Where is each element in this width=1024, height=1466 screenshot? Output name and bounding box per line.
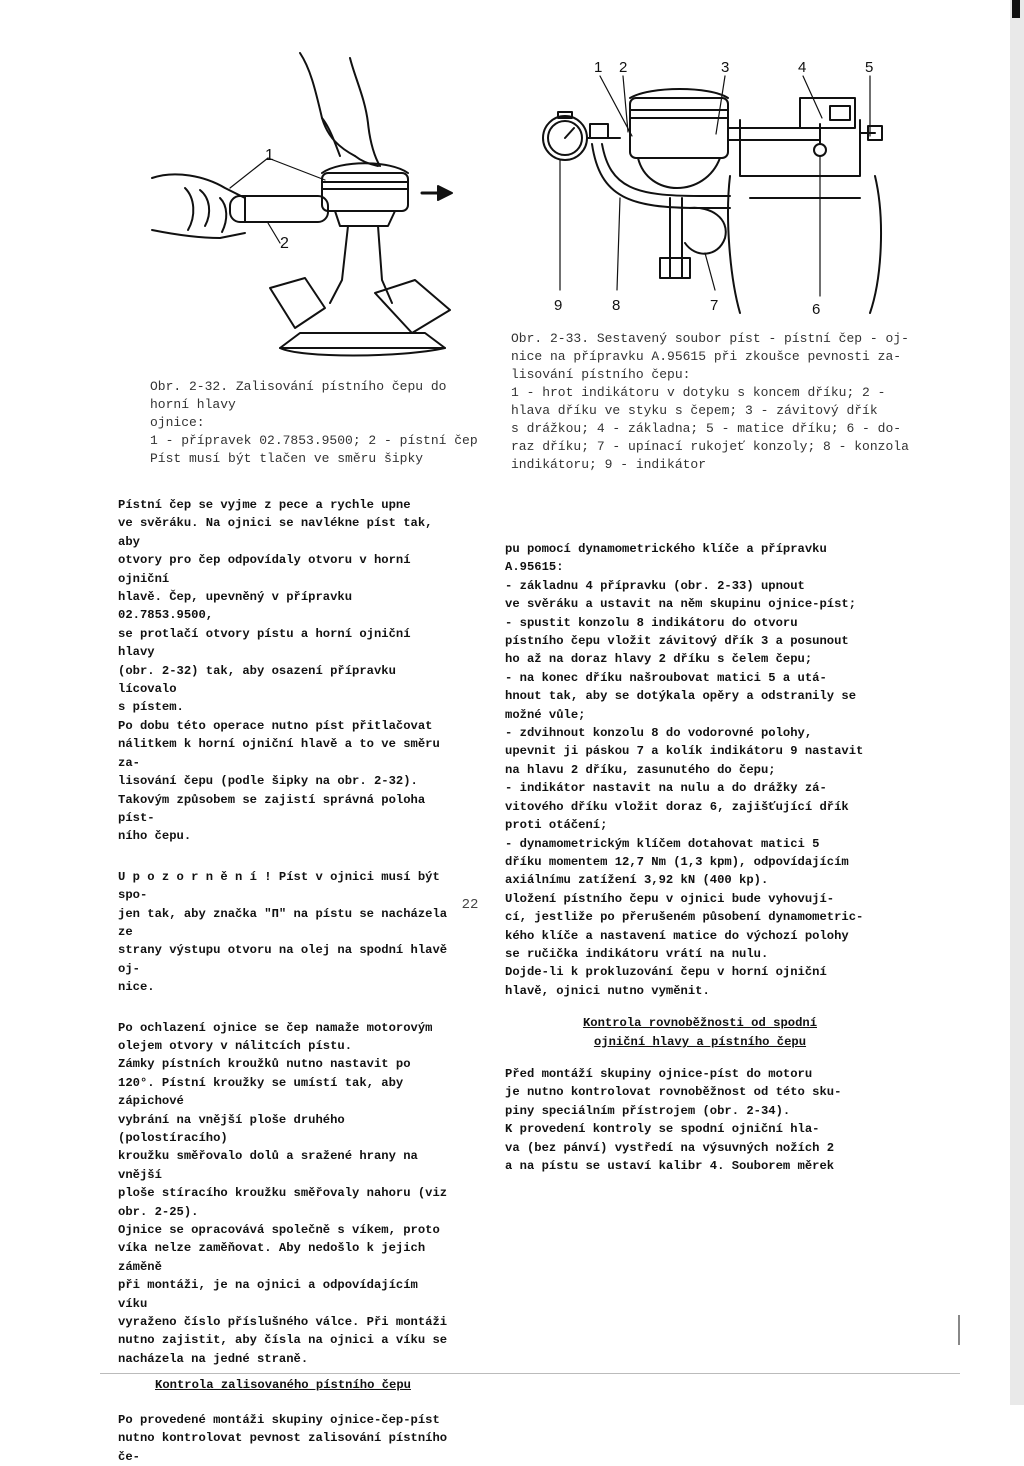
scan-speck <box>958 1315 960 1345</box>
caption-line: indikátoru; 9 - indikátor <box>511 457 707 472</box>
figure-piston-pin-press <box>150 48 470 368</box>
caption-line: 1 - hrot indikátoru v dotyku s koncem dříku; 2 - <box>511 385 886 400</box>
caption-line: Obr. 2-33. Sestavený soubor píst - pístní čep - oj- <box>511 331 909 346</box>
fig2-callout-9: 9 <box>554 297 563 314</box>
paragraph: Pístní čep se vyjme z pece a rychle upne ve svěráku. Na ojnici se navlékne píst tak, aby otvory pro čep odpovídaly otvoru v horní ojniční hlavě. Čep, upevněný v přípravku 02.7853.9500, se protlačí otvory pístu a horní ojniční hlavy (obr. 2-32) tak, aby osazení přípravku lícovalo s pístem. <box>118 498 433 715</box>
figure-test-fixture <box>520 58 900 320</box>
right-text-column <box>505 540 895 1175</box>
caption-line: s drážkou; 4 - základna; 5 - matice dříku; 6 - do- <box>511 421 902 436</box>
fig2-callout-3: 3 <box>721 59 730 76</box>
figure1-caption <box>150 378 480 468</box>
caption-line: ojnice: <box>150 415 205 430</box>
section-heading: ojniční hlavy a pístního čepu <box>593 1034 807 1049</box>
fig2-callout-1: 1 <box>594 59 603 76</box>
paragraph: Po provedené montáži skupiny ojnice-čep-píst nutno kontrolovat pevnost zalisování pístního če- <box>118 1412 448 1464</box>
bottom-scan-line <box>100 1373 960 1374</box>
procedure-list: - základnu 4 přípravku (obr. 2-33) upnout ve svěráku a ustavit na něm skupinu ojnice-píst; - spustit konzolu 8 indikátoru do otvoru pístního čepu vložit závitový dřík 3 a posunout ho až na doraz hlavy 2 dříku s čelem čepu; - na konec dříku našroubovat matici 5 a utá- hnout tak, aby se dotýkala opěry a odstranily se možné vůle; - zdvihnout konzolu 8 do vodorovné polohy, upevnit ji páskou 7 a kolík indikátoru 9 nastavit na hlavu 2 dříku, zasunutého do čepu; - indikátor nastavit na nulu a do drážky zá- vitového dříku vložit doraz 6, zajišťující dřík proti otáčení; - dynamometrickým klíčem dotahovat matici 5 dříku momentem 12,7 Nm (1,3 kpm), odpovídajícím axiálnímu zatížení 3,92 kN (400 kp). <box>505 578 864 888</box>
left-text-column <box>118 496 448 1466</box>
fig2-callout-5: 5 <box>865 59 874 76</box>
fig2-callout-6: 6 <box>812 301 821 318</box>
caption-line: raz dříku; 7 - upínací rukojeť konzoly; 8 - konzola <box>511 439 909 454</box>
caption-line: hlava dříku ve styku s čepem; 3 - závitový dřík <box>511 403 878 418</box>
caption-line: nice na přípravku A.95615 při zkoušce pevnosti za- <box>511 349 902 364</box>
page-number: 22 <box>461 897 479 913</box>
paragraph: Po dobu této operace nutno píst přitlačovat nálitkem k horní ojniční hlavě a to ve směru za- lisování čepu (podle šipky na obr. 2-32). Takovým způsobem se zajistí správná poloha píst- ního čepu. <box>118 718 440 844</box>
edge-mark <box>1012 0 1020 18</box>
paragraph: Uložení pístního čepu v ojnici bude vyhovují- cí, jestliže po přerušeném působení dynamometric- kého klíče a nastavení matice do výchozí polohy se ručička indikátoru vrátí na nulu. <box>505 891 864 961</box>
fig1-callout-2: 2 <box>280 235 289 252</box>
page-edge-shadow <box>1010 0 1024 1405</box>
fig2-callout-8: 8 <box>612 297 621 314</box>
paragraph: Ojnice se opracovává společně s víkem, proto víka nelze zaměňovat. Aby nedošlo k jejich záměně při montáži, je na ojnici a odpovídajícím víku vyraženo číslo příslušného válce. Při montáži nutno zajistit, aby čísla na ojnici a víku se nacházela na jedné straně. <box>118 1223 448 1366</box>
paragraph: Před montáží skupiny ojnice-píst do motoru je nutno kontrolovat rovnoběžnost od této sku- piny speciálním přístrojem (obr. 2-34). <box>505 1066 842 1118</box>
paragraph: K provedení kontroly se spodní ojniční hla- va (bez pánví) vystředí na výsuvných nožích 2 a na pístu se ustaví kalibr 4. Souborem měrek <box>505 1122 835 1173</box>
section-heading: Kontrola rovnoběžnosti od spodní <box>582 1016 818 1031</box>
paragraph: pu pomocí dynamometrického klíče a přípravku A.95615: <box>505 542 827 575</box>
paragraph: Po ochlazení ojnice se čep namaže motorovým olejem otvory v nálitcích pístu. <box>118 1020 433 1053</box>
section-heading: Kontrola zalisovaného pístního čepu <box>155 1378 411 1393</box>
caption-line: lisování pístního čepu: <box>511 367 691 382</box>
paragraph: Zámky pístních kroužků nutno nastavit po 120°. Pístní kroužky se umístí tak, aby zápichové vybrání na vnější ploše druhého (polostíracího) kroužku směřovalo dolů a sražené hrany na vnější ploše stíracího kroužku směřovaly nahoru (viz obr. 2-25). <box>118 1057 448 1219</box>
caption-line: Píst musí být tlačen ve směru šipky <box>150 451 424 466</box>
caption-line: Obr. 2-32. Zalisování pístního čepu do horní hlavy <box>150 379 447 412</box>
fig2-callout-2: 2 <box>619 59 628 76</box>
paragraph: Dojde-li k prokluzování čepu v horní ojniční hlavě, ojnici nutno vyměnit. <box>505 965 827 998</box>
fig2-callout-4: 4 <box>798 59 807 76</box>
fig1-callout-1: 1 <box>265 147 274 164</box>
fig2-callout-7: 7 <box>710 297 719 314</box>
caption-line: 1 - přípravek 02.7853.9500; 2 - pístní čep <box>150 433 478 448</box>
figure2-caption <box>511 330 911 474</box>
warning-note: U p o z o r n ě n í ! Píst v ojnici musí být spo- jen tak, aby značka "П" na pístu se nacházela ze strany výstupu otvoru na olej na spodní hlavě oj- nice. <box>118 869 448 995</box>
